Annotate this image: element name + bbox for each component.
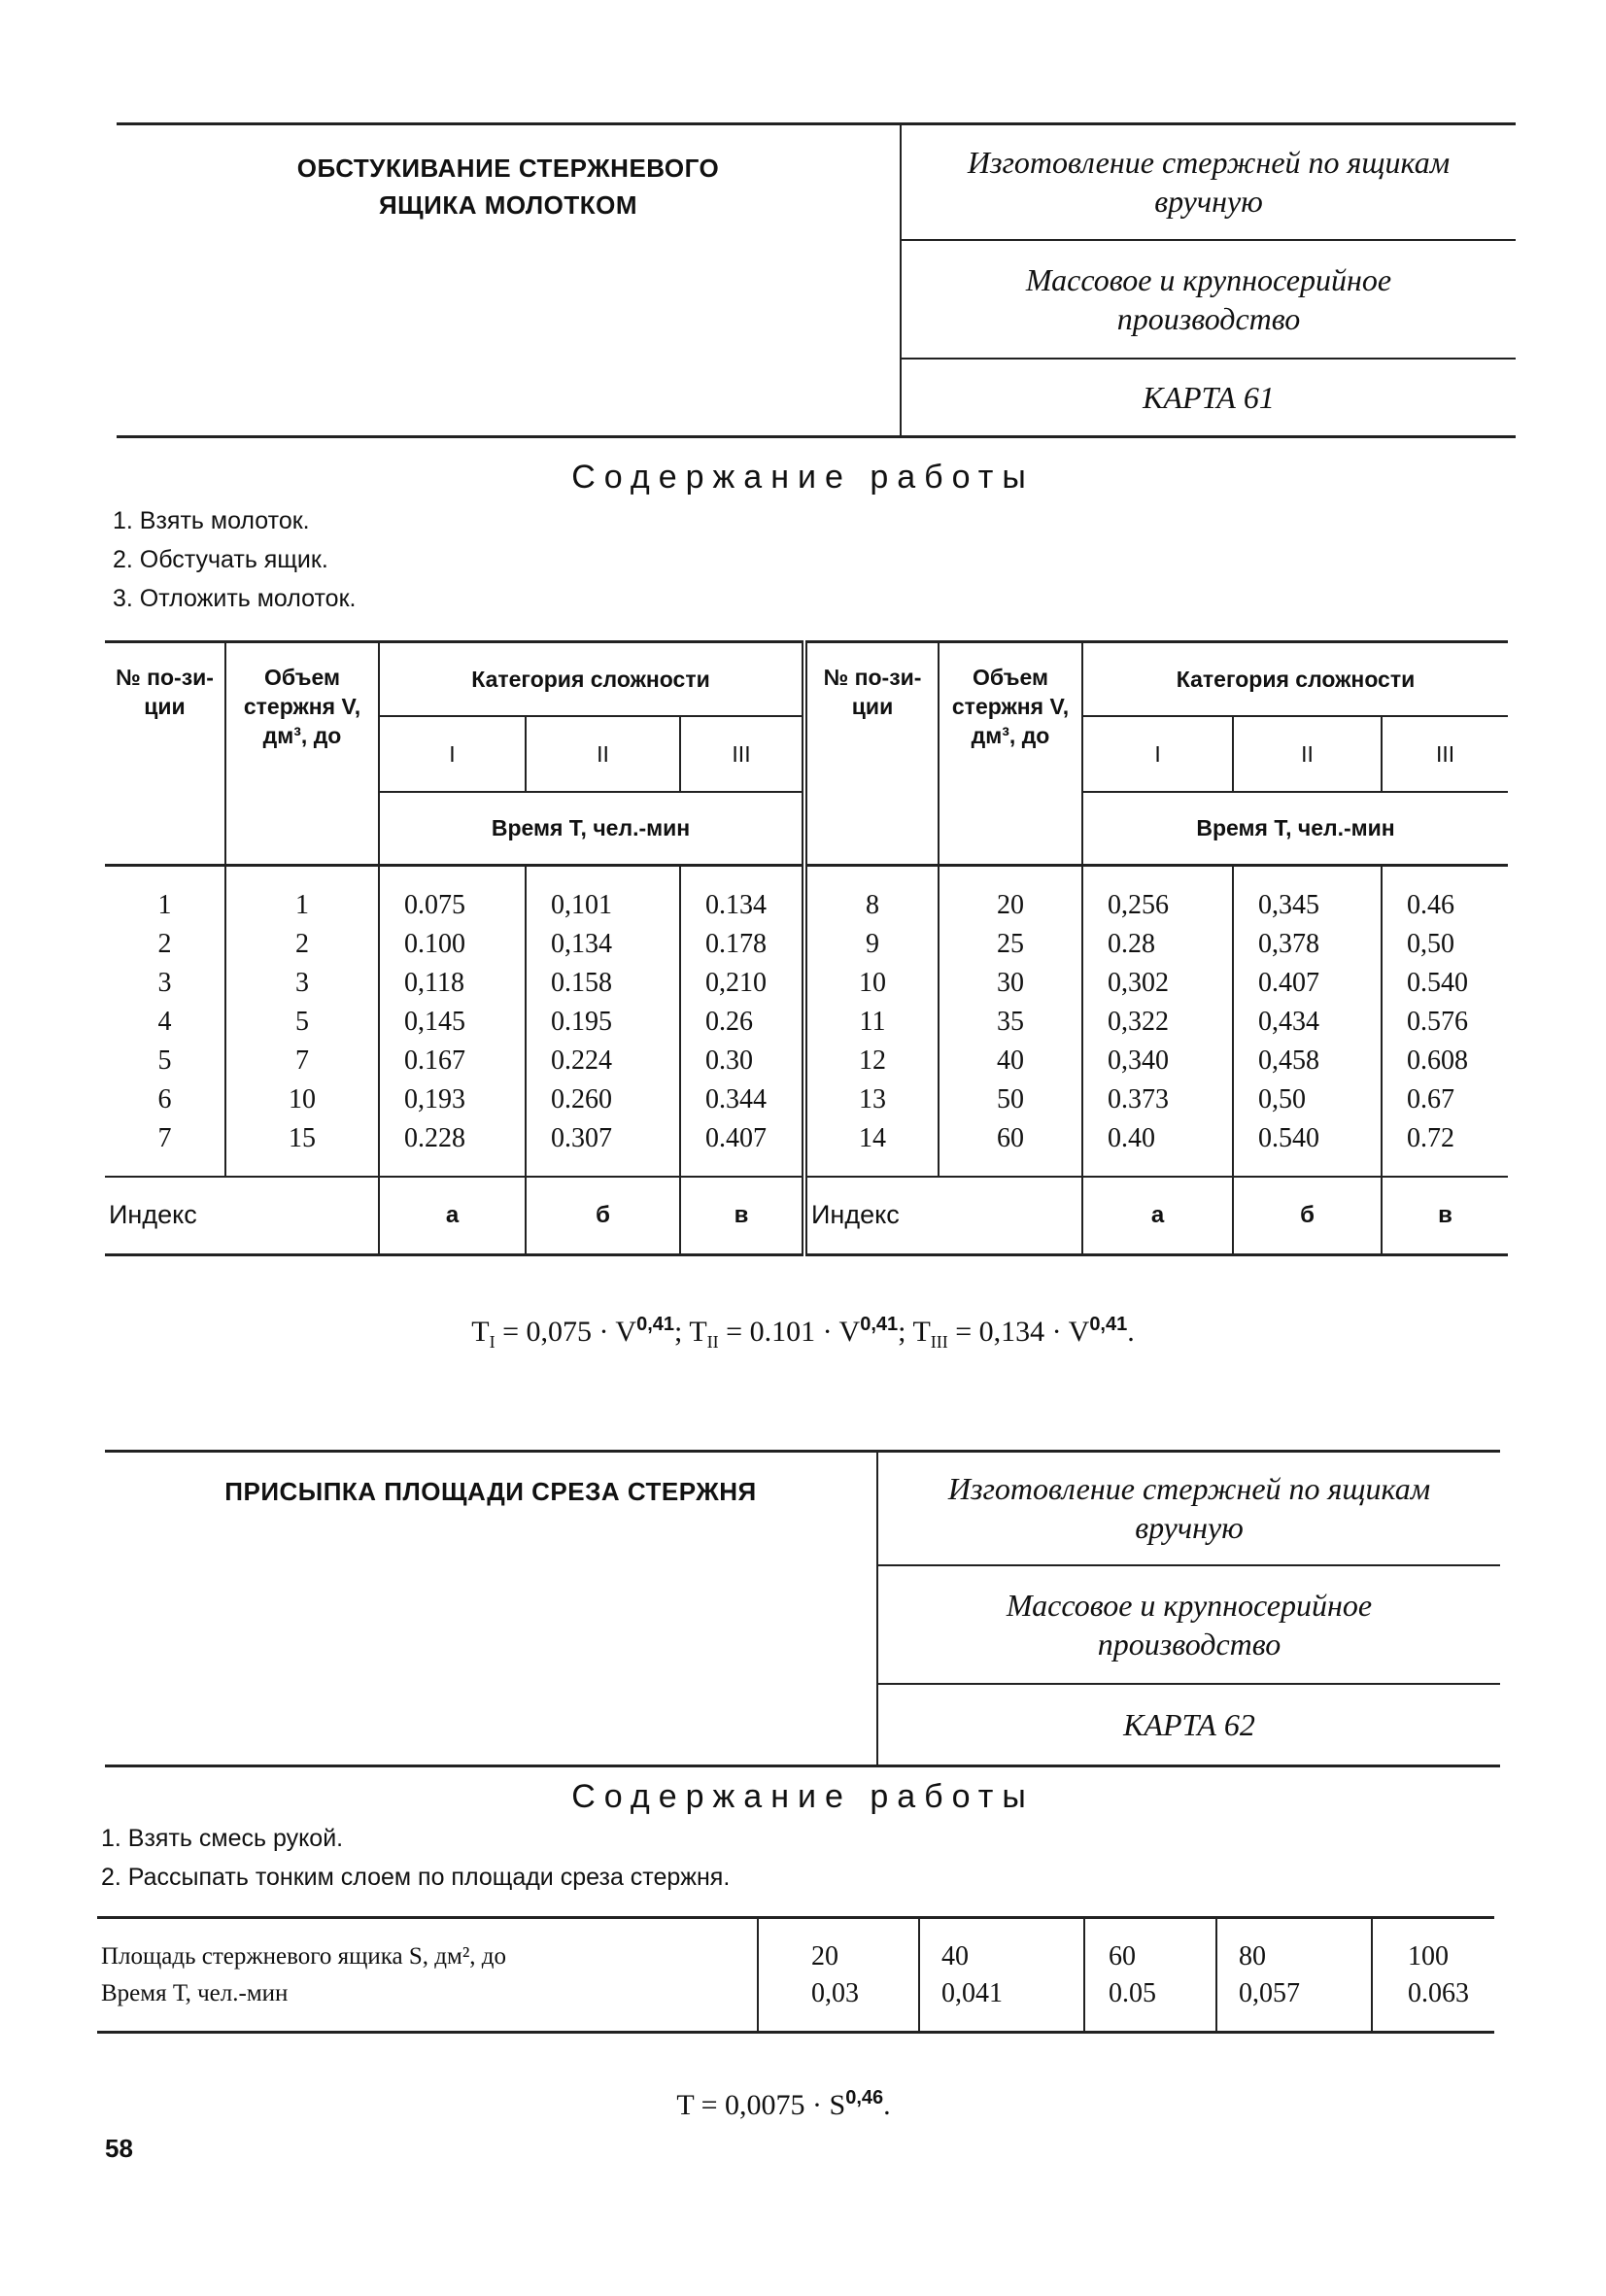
- table-cell: 0.576: [1407, 1007, 1469, 1037]
- table-cell: 0.224: [551, 1045, 612, 1076]
- left-t3-column: [680, 866, 804, 1177]
- table-cell: 0,50: [1407, 929, 1455, 959]
- table-cell: 10: [289, 1084, 316, 1114]
- index-a: а: [379, 1177, 526, 1255]
- table-cell: 1: [157, 890, 172, 920]
- right-pos-column: [804, 866, 939, 1177]
- index-b: б: [526, 1177, 680, 1255]
- table-cell: 80 0,057: [1216, 1918, 1372, 2033]
- card62-title-block: [105, 1452, 878, 1765]
- cat-3-header: III: [680, 716, 804, 792]
- table-cell: 0.178: [705, 929, 767, 959]
- table-cell: 0.167: [404, 1045, 465, 1076]
- table-cell: 0,193: [404, 1084, 465, 1114]
- table-cell: 40: [997, 1045, 1025, 1076]
- table-cell: 30: [997, 968, 1025, 998]
- table-cell: 0,50: [1258, 1084, 1307, 1114]
- left-t1-column: [379, 866, 526, 1177]
- index-b: б: [1233, 1177, 1382, 1255]
- card62-bottom-rule: [105, 1765, 1500, 1767]
- card61-production: Массовое и крупносерийное производство: [902, 239, 1516, 358]
- list-item: 1. Взять смесь рукой.: [101, 1825, 344, 1852]
- table-cell: 14: [859, 1123, 887, 1153]
- table-cell: 0.307: [551, 1123, 612, 1153]
- table-cell: 12: [859, 1045, 887, 1076]
- table-cell: 10: [859, 968, 887, 998]
- table-cell: 0.260: [551, 1084, 612, 1114]
- page-number: 58: [105, 2134, 133, 2163]
- col-pos-header: № по-зи-ции: [105, 642, 225, 866]
- table-cell: 7: [295, 1045, 309, 1076]
- table-cell: 40 0,041: [919, 1918, 1084, 2033]
- right-t1-column: [1082, 866, 1233, 1177]
- table-cell: 60 0.05: [1084, 1918, 1216, 2033]
- table-cell: 8: [866, 890, 880, 920]
- table-cell: 0.407: [1258, 968, 1320, 998]
- card61-steps: [113, 501, 356, 618]
- card62-steps: [101, 1819, 730, 1897]
- table-cell: 2: [157, 929, 172, 959]
- table-cell: 0,256: [1108, 890, 1170, 920]
- card62-process: Изготовление стержней по ящикам вручную: [947, 1471, 1431, 1545]
- table-cell: 5: [157, 1045, 172, 1076]
- table-cell: 0.40: [1108, 1123, 1156, 1153]
- table-cell: 35: [997, 1007, 1025, 1037]
- left-volume-column: [225, 866, 379, 1177]
- table-cell: 0.28: [1108, 929, 1156, 959]
- card61-title-block: [117, 124, 902, 435]
- card62-table: [97, 1916, 1494, 2034]
- table-cell: 0.407: [705, 1123, 767, 1153]
- cat-2-header: II: [526, 716, 680, 792]
- table-cell: 15: [289, 1123, 316, 1153]
- card62-card-label: КАРТА 62: [878, 1683, 1500, 1765]
- table-cell: 50: [997, 1084, 1025, 1114]
- table-body: [105, 866, 1508, 1177]
- table-cell: 0.72: [1407, 1123, 1455, 1153]
- card61-work-heading: Содержание работы: [571, 459, 1035, 496]
- card61-header: [117, 124, 1516, 435]
- index-c: в: [680, 1177, 804, 1255]
- table-cell: 0.075: [404, 890, 465, 920]
- table-cell: 2: [295, 929, 309, 959]
- table-cell: 3: [157, 968, 172, 998]
- table-cell: 0.540: [1407, 968, 1469, 998]
- card62-header: [105, 1452, 1500, 1765]
- cat-1-header: I: [1082, 716, 1233, 792]
- card61-table: [105, 640, 1508, 1256]
- table-cell: 0,134: [551, 929, 612, 959]
- table-cell: 1: [295, 890, 309, 920]
- list-item: 2. Рассыпать тонким слоем по площади среза стержня.: [101, 1864, 731, 1891]
- col-volume-header: Объем стержня V, дм³, до: [225, 642, 379, 866]
- table-cell: 20: [997, 890, 1025, 920]
- time-label: Время Т, чел.-мин: [101, 1979, 289, 2006]
- table-cell: 0.158: [551, 968, 612, 998]
- left-t2-column: [526, 866, 680, 1177]
- card61-formula: $T_I = 0,075 \cdot V^{0,41}$; $T_{II} = 0.101 \cdot V^{0,41}$; $T_{III} = 0,134 \cdot V^{0,41}$.: [471, 1314, 1135, 1352]
- list-item: 1. Взять молоток.: [113, 507, 310, 534]
- table-cell: 0,101: [551, 890, 612, 920]
- table-cell: 4: [157, 1007, 172, 1037]
- col-category-header: Категория сложности: [379, 642, 804, 716]
- col-pos-header: № по-зи-ции: [804, 642, 939, 866]
- card61-process: Изготовление стержней по ящикам вручную: [967, 145, 1451, 219]
- col-time-header: Время Т, чел.-мин: [1082, 792, 1508, 866]
- table-cell: 0.373: [1108, 1084, 1170, 1114]
- list-item: 3. Отложить молоток.: [113, 585, 357, 612]
- table-cell: 13: [859, 1084, 887, 1114]
- cat-3-header: III: [1382, 716, 1508, 792]
- table-cell: 0.67: [1407, 1084, 1455, 1114]
- col-category-header: Категория сложности: [1082, 642, 1508, 716]
- table-cell: 0.344: [705, 1084, 767, 1114]
- index-label: Индекс: [804, 1177, 1082, 1255]
- left-pos-column: [105, 866, 225, 1177]
- table-cell: 25: [997, 929, 1025, 959]
- table-cell: 0.540: [1258, 1123, 1320, 1153]
- table-cell: 0,302: [1108, 968, 1170, 998]
- right-t3-column: [1382, 866, 1508, 1177]
- card62-meta: [878, 1452, 1500, 1765]
- card61-bottom-rule: [117, 435, 1516, 438]
- index-row: [105, 1177, 1508, 1255]
- index-c: в: [1382, 1177, 1508, 1255]
- card61-title: ОБСТУКИВАНИЕ СТЕРЖНЕВОГО ЯЩИКА МОЛОТКОМ: [296, 154, 720, 220]
- table-cell: 0,434: [1258, 1007, 1320, 1037]
- table-cell: 11: [859, 1007, 886, 1037]
- right-volume-column: [939, 866, 1082, 1177]
- table-cell: 0.195: [551, 1007, 612, 1037]
- card62-production: Массовое и крупносерийное производство: [878, 1564, 1500, 1683]
- table-cell: 0,378: [1258, 929, 1320, 959]
- card61-card-label: КАРТА 61: [902, 358, 1516, 435]
- table-cell: 0,322: [1108, 1007, 1170, 1037]
- list-item: 2. Обстучать ящик.: [113, 546, 328, 573]
- table-cell: 3: [295, 968, 309, 998]
- table-cell: 0,118: [404, 968, 464, 998]
- table-cell: 0,458: [1258, 1045, 1320, 1076]
- table-cell: 0,210: [705, 968, 767, 998]
- table-cell: 0,145: [404, 1007, 465, 1037]
- table-cell: 100 0.063: [1408, 1940, 1469, 2008]
- area-label: Площадь стержневого ящика S, дм², до: [101, 1942, 507, 1970]
- table-cell: 0.30: [705, 1045, 753, 1076]
- table-cell: 9: [866, 929, 880, 959]
- table-row-labels: [97, 1918, 758, 2033]
- table-cell: 0.46: [1407, 890, 1455, 920]
- table-cell: 0,345: [1258, 890, 1320, 920]
- table-cell: 0,340: [1108, 1045, 1170, 1076]
- table-cell: 20 0,03: [758, 1918, 919, 2033]
- table-cell: 0.100: [404, 929, 465, 959]
- table-cell: 0.26: [705, 1007, 753, 1037]
- cat-2-header: II: [1233, 716, 1382, 792]
- table-cell: 6: [157, 1084, 172, 1114]
- table-cell: 0.228: [404, 1123, 465, 1153]
- col-volume-header: Объем стержня V, дм³, до: [939, 642, 1082, 866]
- col-time-header: Время Т, чел.-мин: [379, 792, 804, 866]
- index-a: а: [1082, 1177, 1233, 1255]
- table-cell: 7: [157, 1123, 172, 1153]
- card62-work-heading: Содержание работы: [571, 1778, 1035, 1815]
- card62-formula: T = 0,0075 · S$^{0,46}$.: [676, 2087, 891, 2121]
- table-cell: 0.608: [1407, 1045, 1469, 1076]
- table-cell: 0.134: [705, 890, 767, 920]
- card61-meta: [902, 124, 1516, 435]
- table-cell: 5: [295, 1007, 309, 1037]
- right-t2-column: [1233, 866, 1382, 1177]
- table-cell: 60: [997, 1123, 1025, 1153]
- cat-1-header: I: [379, 716, 526, 792]
- card62-title: ПРИСЫПКА ПЛОЩАДИ СРЕЗА СТЕРЖНЯ: [224, 1477, 757, 1506]
- index-label: Индекс: [105, 1177, 379, 1255]
